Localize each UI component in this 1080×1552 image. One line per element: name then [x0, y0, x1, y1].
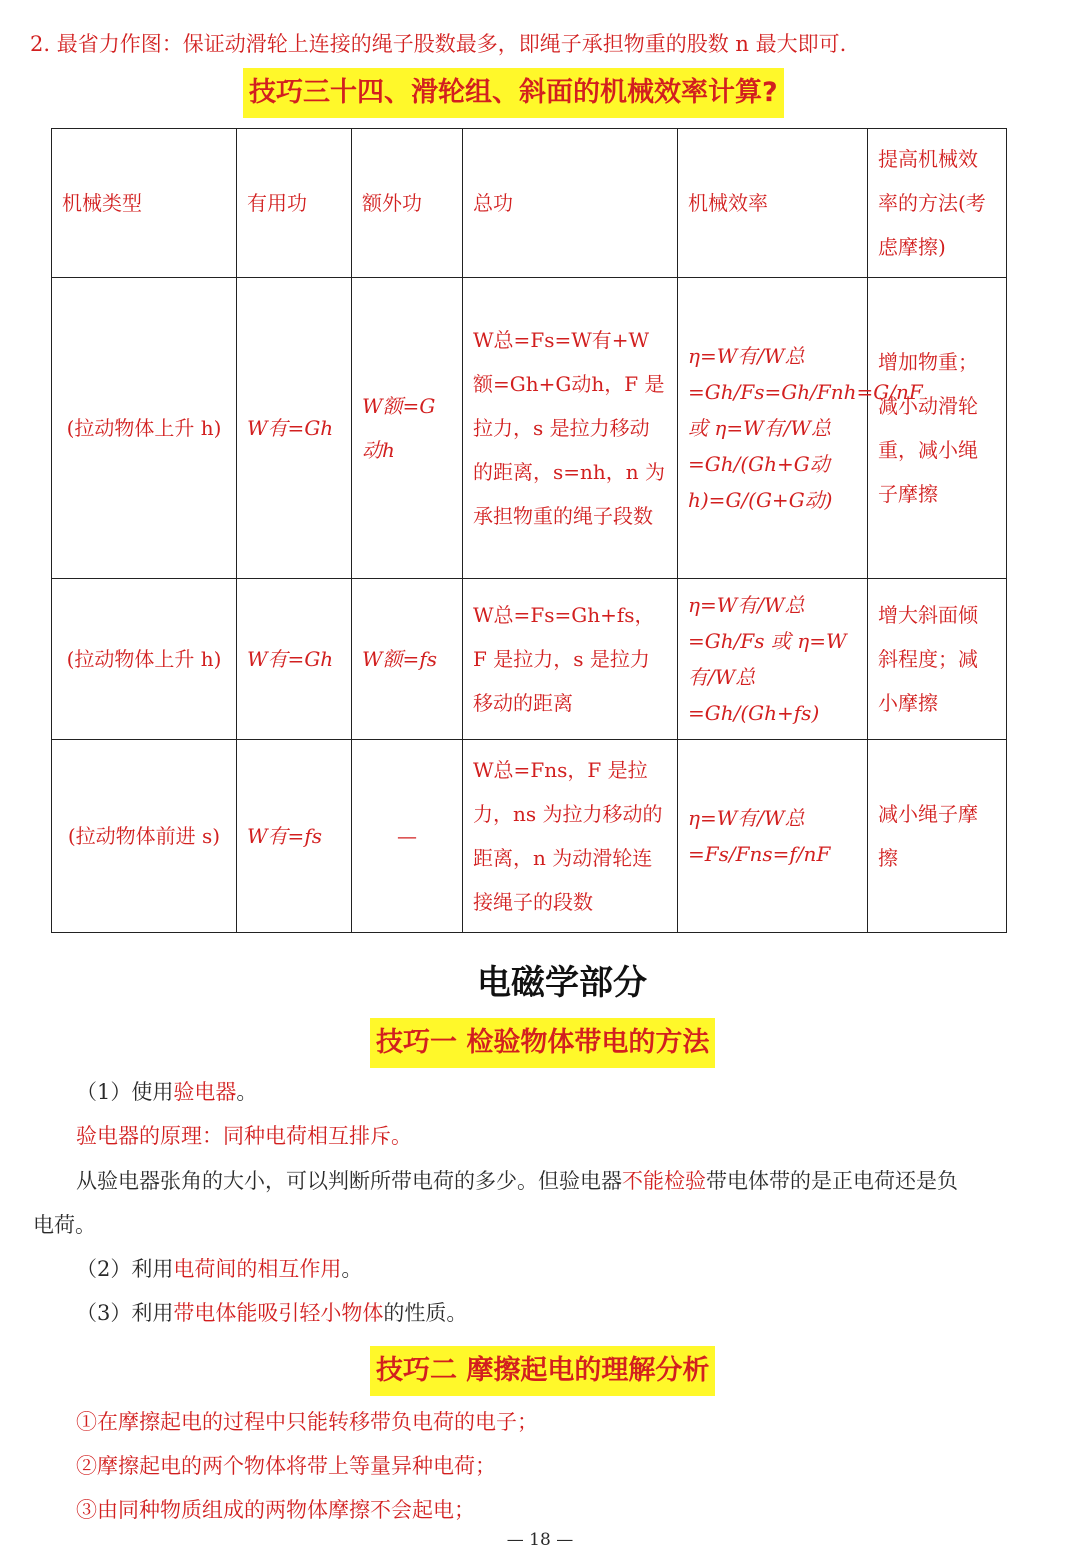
row1-type: (拉动物体上升 h) — [52, 278, 237, 579]
row1-useful: W有=Gh — [237, 278, 352, 579]
row1-extra: W额=G动h — [352, 278, 463, 579]
tip1-paragraph: 从验电器张角的大小，可以判断所带电荷的多少。但验电器不能检验带电体带的是正电荷还是负 — [76, 1169, 958, 1193]
header-efficiency: 机械效率 — [678, 129, 868, 278]
header-type: 机械类型 — [52, 129, 237, 278]
row2-useful: W有=Gh — [237, 579, 352, 740]
row2-method: 增大斜面倾斜程度；减小摩擦 — [868, 579, 1007, 740]
row2-total: W总=Fs=Gh+fs，F 是拉力，s 是拉力移动的距离 — [463, 579, 678, 740]
tip1-title: 技巧一 检验物体带电的方法 — [370, 1018, 715, 1068]
header-extra: 额外功 — [352, 129, 463, 278]
row3-total: W总=Fns，F 是拉力，ns 为拉力移动的距离，n 为动滑轮连接绳子的段数 — [463, 740, 678, 933]
top-note: 2. 最省力作图：保证动滑轮上连接的绳子股数最多，即绳子承担物重的股数 n 最大即可. — [30, 32, 847, 56]
header-method: 提高机械效率的方法(考虑摩擦) — [868, 129, 1007, 278]
tip34-title: 技巧三十四、滑轮组、斜面的机械效率计算? — [243, 68, 784, 118]
row3-type: (拉动物体前进 s) — [52, 740, 237, 933]
mechanical-efficiency-table — [51, 128, 1007, 933]
tip1-item2: （2）利用电荷间的相互作用。 — [76, 1257, 363, 1281]
row3-efficiency: η=W有/W总=Fs/Fns=f/nF — [678, 740, 868, 933]
table-row — [52, 278, 1007, 579]
header-useful: 有用功 — [237, 129, 352, 278]
table-header-row — [52, 129, 1007, 278]
row3-useful: W有=fs — [237, 740, 352, 933]
tip2-item: ①在摩擦起电的过程中只能转移带负电荷的电子； — [76, 1410, 538, 1434]
tip2-item: ③由同种物质组成的两物体摩擦不会起电； — [76, 1498, 475, 1522]
row2-extra: W额=fs — [352, 579, 463, 740]
page-number: — 18 — — [506, 1530, 574, 1550]
row1-total: W总=Fs=W有+W额=Gh+G动h，F 是拉力，s 是拉力移动的距离，s=nh，n 为承担物重的绳子段数 — [463, 278, 678, 579]
row2-type: (拉动物体上升 h) — [52, 579, 237, 740]
row1-efficiency: η=W有/W总=Gh/Fs=Gh/Fnh=G/nF 或 η=W有/W总=Gh/(Gh+G动h)=G/(G+G动) — [678, 278, 868, 579]
section-title: 电磁学部分 — [477, 963, 647, 1003]
tip1-item1: （1）使用验电器。 — [76, 1080, 258, 1104]
tip1-principle: 验电器的原理：同种电荷相互排斥。 — [76, 1124, 412, 1148]
row1-method: 增加物重；减小动滑轮重，减小绳子摩擦 — [868, 278, 1007, 579]
row3-extra: — — [352, 740, 463, 933]
tip1-item3: （3）利用带电体能吸引轻小物体的性质。 — [76, 1301, 468, 1325]
tip1-paragraph-wrap: 电荷。 — [33, 1213, 96, 1237]
row2-efficiency: η=W有/W总=Gh/Fs 或 η=W有/W总=Gh/(Gh+fs) — [678, 579, 868, 740]
header-total: 总功 — [463, 129, 678, 278]
tip2-item: ②摩擦起电的两个物体将带上等量异种电荷； — [76, 1454, 496, 1478]
row3-method: 减小绳子摩擦 — [868, 740, 1007, 933]
table-row — [52, 740, 1007, 933]
table-row — [52, 579, 1007, 740]
tip2-title: 技巧二 摩擦起电的理解分析 — [370, 1346, 715, 1396]
